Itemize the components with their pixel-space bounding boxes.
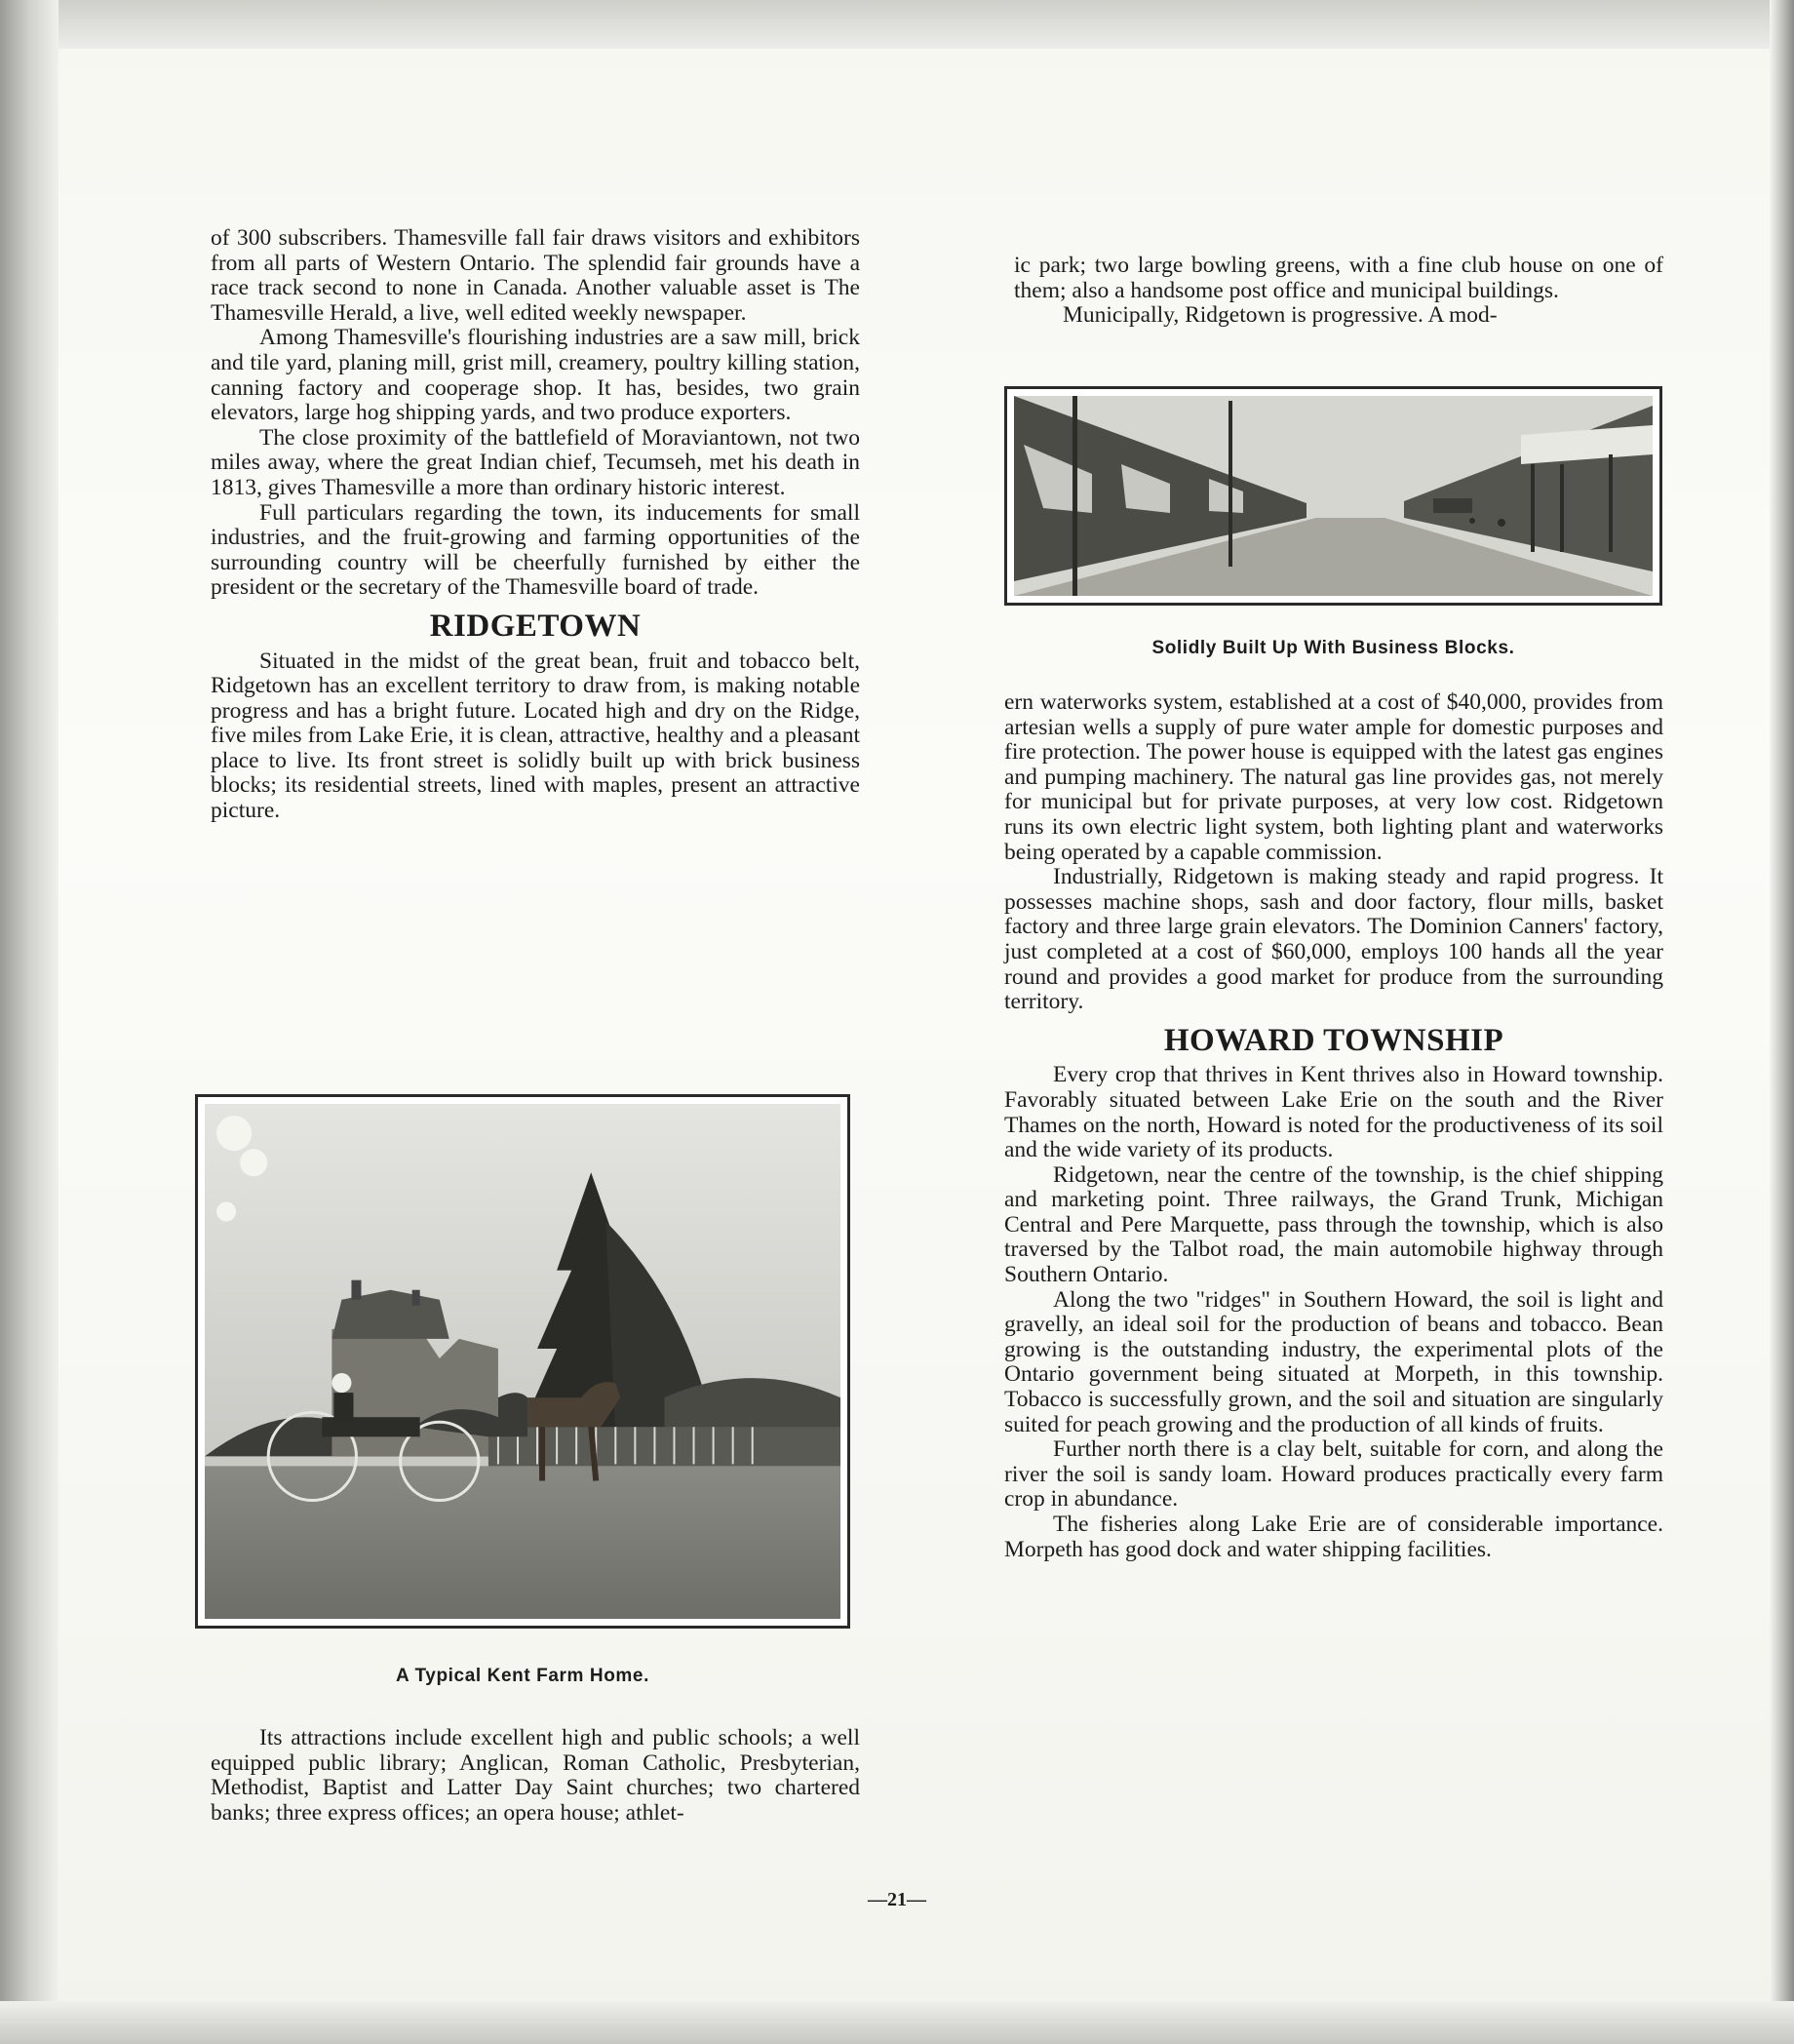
paragraph-moraviantown: The close proximity of the battlefield of Moraviantown, not two miles away, where the great Indian chief, Tecumseh, met his death in 1813, gives Thamesville a more than ordinary historic interest.: [211, 424, 860, 500]
farm-photo-frame: [195, 1094, 850, 1629]
left-column: [211, 226, 860, 824]
street-photo-image: [1014, 396, 1653, 596]
heading-ridgetown: RIDGETOWN: [429, 608, 642, 644]
scan-right-edge: [1770, 0, 1794, 2044]
paragraph-howard-railways: Ridgetown, near the centre of the township, is the chief shipping and marketing point. Three railways, the Grand Trunk, Michigan Central and Pere Marquette, pass through the township, which is also traversed by the Talbot road, the main automobile highway through Southern Ontario.: [1004, 1161, 1663, 1288]
farm-photo-caption: A Typical Kent Farm Home.: [396, 1666, 649, 1686]
paragraph-howard-ridges: Along the two "ridges" in Southern Howard, the soil is light and gravelly, an ideal soil for the production of beans and tobacco. Bean growing is the outstanding industry, the experimental plots of the Ontario government being situated at Morpeth, in this township. Tobacco is successfully grown, and the soil and situation are singularly suited for peach growing and the production of all kinds of fruits.: [1004, 1286, 1663, 1437]
scan-bottom-edge: [0, 2001, 1794, 2044]
left-column-continuation: [211, 1726, 860, 1826]
street-photo-caption: Solidly Built Up With Business Blocks.: [1151, 638, 1515, 658]
paragraph-municipal-start: Municipally, Ridgetown is progressive. A mod-: [1063, 302, 1498, 329]
paragraph-park-continuation: ic park; two large bowling greens, with a fine club house on one of them; also a handsome post office and municipal buildings.: [1014, 253, 1663, 303]
street-photo-frame: [1004, 386, 1662, 606]
paragraph-ridgetown-intro: Situated in the midst of the great bean, fruit and tobacco belt, Ridgetown has an excellent territory to draw from, is making notable progress and has a bright future. Located high and dry on the Ridge, five miles from Lake Erie, it is clean, attractive, healthy and a pleasant place to live. Its front street is solidly built up with brick business blocks; its residential streets, lined with maples, present an attractive picture.: [211, 648, 860, 824]
paragraph-howard-clay-belt: Further north there is a clay belt, suitable for corn, and along the river the soil is sandy loam. Howard produces practically every farm crop in abundance.: [1004, 1436, 1663, 1513]
heading-howard-township: HOWARD TOWNSHIP: [1163, 1022, 1504, 1058]
scan-binding-edge: [0, 0, 58, 2044]
paragraph-full-particulars: Full particulars regarding the town, its inducements for small industries, and the fruit-growing and farming opportunities of the surrounding country will be cheerfully furnished by either the president or the secretary of the Thamesville board of trade.: [211, 499, 860, 601]
right-column-top: [1014, 254, 1663, 329]
business-blocks-photo: [1004, 386, 1662, 606]
paragraph-industrial: Industrially, Ridgetown is making steady and rapid progress. It possesses machine shops, sash and door factory, flour mills, basket factory and three large grain elevators. The Dominion Canners' factory, just completed at a cost of $60,000, employs 100 hands all the year round and provides a good market for produce from the surrounding territory.: [1004, 864, 1663, 1015]
right-column-main: [1004, 690, 1663, 1562]
paragraph-thamesville-industries: Among Thamesville's flourishing industries are a saw mill, brick and tile yard, planing mill, grist mill, creamery, poultry killing station, canning factory and cooperage shop. It has, besides, two grain elevators, large hog shipping yards, and two produce exporters.: [211, 325, 860, 426]
paragraph-howard-crops: Every crop that thrives in Kent thrives also in Howard township. Favorably situated between Lake Erie on the south and the River Thames on the north, Howard is noted for the productiveness of its soil and the wide variety of its products.: [1004, 1062, 1663, 1163]
page-number: —21—: [868, 1889, 926, 1910]
scan-top-edge: [0, 0, 1794, 49]
paragraph-thamesville-fair: of 300 subscribers. Thamesville fall fair draws visitors and exhibitors from all parts of Western Ontario. The splendid fair grounds have a race track second to none in Canada. Another valuable asset is The Thamesville Herald, a live, well edited weekly newspaper.: [211, 225, 860, 326]
farm-photo-image: [205, 1104, 840, 1619]
paragraph-municipal-continuation: ern waterworks system, established at a cost of $40,000, provides from artesian wells a supply of pure water ample for domestic purposes and fire protection. The power house is equipped with the latest gas engines and pumping machinery. The natural gas line provides gas, not merely for municipal but for private purposes, at very low cost. Ridgetown runs its own electric light system, both lighting plant and waterworks being operated by a capable commission.: [1004, 689, 1663, 865]
farm-home-photo: [195, 1094, 850, 1629]
paragraph-howard-fisheries: The fisheries along Lake Erie are of considerable importance. Morpeth has good dock and water shipping facilities.: [1004, 1512, 1663, 1562]
paragraph-attractions: Its attractions include excellent high and public schools; a well equipped public library; Anglican, Roman Catholic, Presbyterian, Methodist, Baptist and Latter Day Saint churches; two chartered banks; three express offices; an opera house; athlet-: [211, 1725, 860, 1826]
